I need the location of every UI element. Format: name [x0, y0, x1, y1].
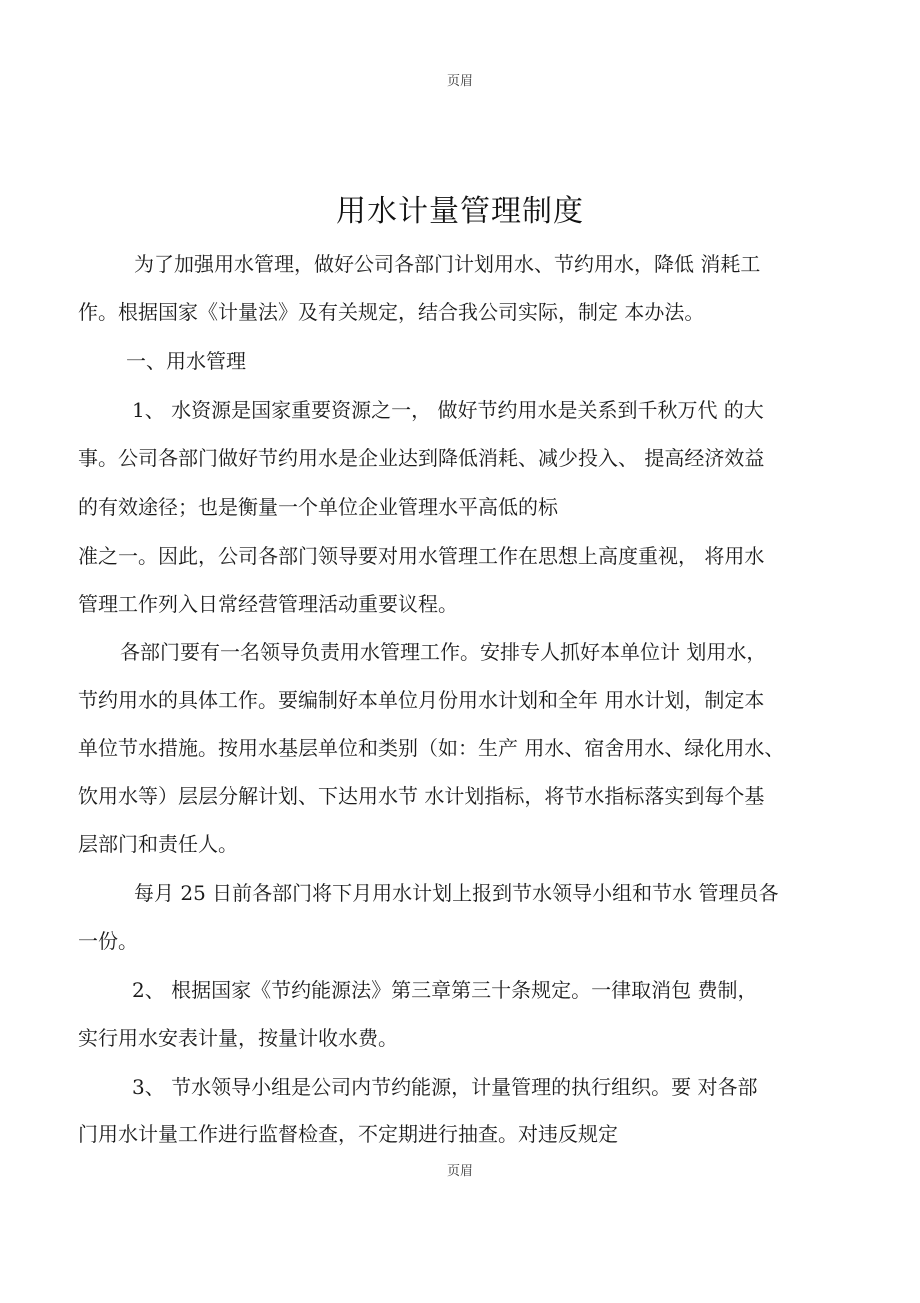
body-line: 门用水计量工作进行监督检查，不定期进行抽查。对违反规定 — [78, 1122, 618, 1146]
body-line: 事。公司各部门做好节约用水是企业达到降低消耗、减少投入、 提高经济效益 — [78, 446, 765, 470]
body-line: 层部门和责任人。 — [78, 832, 238, 856]
body-line: 节约用水的具体工作。要编制好本单位月份用水计划和全年 用水计划，制定本 — [78, 688, 765, 712]
body-line: 的有效途径；也是衡量一个单位企业管理水平高低的标 — [78, 495, 558, 519]
body-line: 3、 节水领导小组是公司内节约能源，计量管理的执行组织。要 对各部 — [132, 1075, 758, 1099]
body-line: 1、 水资源是国家重要资源之一， 做好节约用水是关系到千秋万代 的大 — [132, 398, 764, 422]
body-line: 每月 25 日前各部门将下月用水计划上报到节水领导小组和节水 管理员各 — [134, 881, 779, 905]
body-line: 单位节水措施。按用水基层单位和类别（如：生产 用水、宿舍用水、绿化用水、 — [78, 736, 785, 760]
body-line: 管理工作列入日常经营管理活动重要议程。 — [78, 592, 458, 616]
body-line: 实行用水安表计量，按量计收水费。 — [78, 1026, 398, 1050]
page-header: 页眉 — [446, 74, 473, 89]
body-line: 饮用水等）层层分解计划、下达用水节 水计划指标，将节水指标落实到每个基 — [78, 784, 765, 808]
body-line: 一份。 — [78, 929, 138, 953]
document-title: 用水计量管理制度 — [336, 194, 584, 229]
body-line: 一、用水管理 — [126, 349, 246, 373]
body-line: 为了加强用水管理，做好公司各部门计划用水、节约用水，降低 消耗工 — [134, 252, 761, 276]
body-line: 2、 根据国家《节约能源法》第三章第三十条规定。一律取消包 费制， — [132, 978, 758, 1002]
body-line: 作。根据国家《计量法》及有关规定，结合我公司实际，制定 本办法。 — [78, 300, 705, 324]
page-footer: 页眉 — [446, 1164, 473, 1179]
body-line: 准之一。因此，公司各部门领导要对用水管理工作在思想上高度重视， 将用水 — [78, 544, 765, 568]
body-line: 各部门要有一名领导负责用水管理工作。安排专人抓好本单位计 划用水， — [120, 640, 767, 664]
